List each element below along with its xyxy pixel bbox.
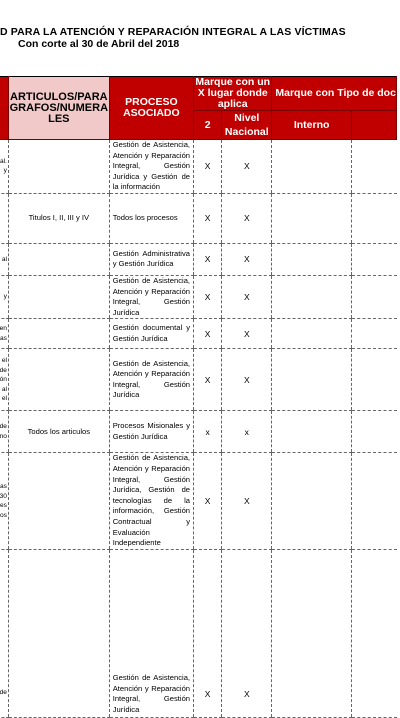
row-empty	[272, 193, 352, 243]
header-articulos: ARTICULOS/PARA GRAFOS/NUMERA LES	[8, 77, 109, 140]
row-mark-1: X	[194, 453, 222, 549]
row-proceso: Gestión de Asistencia, Atención y Reparación Integral, Gestión Jurídica	[109, 549, 193, 717]
row-empty	[351, 453, 396, 549]
row-mark-1: X	[194, 549, 222, 717]
row-proceso: Procesos Misionales y Gestión Jurídica	[109, 411, 193, 453]
row-empty	[272, 319, 352, 349]
row-articulos	[8, 243, 109, 275]
header-marque-lugar: Marque con un X lugar donde aplica	[195, 76, 271, 110]
table-row	[0, 140, 397, 194]
row-mark-1: X	[194, 193, 222, 243]
row-mark-2: X	[222, 243, 272, 275]
row-fragment: de no	[0, 411, 8, 453]
row-empty	[351, 319, 396, 349]
header-sub-nivel-nacional: Nivel Nacional	[222, 111, 272, 140]
row-fragment: en as	[0, 319, 8, 349]
row-empty	[272, 453, 352, 549]
row-fragment: al	[0, 243, 8, 275]
table-row	[0, 275, 397, 318]
row-fragment: as 30 es os	[0, 453, 8, 549]
row-articulos	[8, 275, 109, 318]
row-mark-2: X	[222, 275, 272, 318]
row-empty	[351, 243, 396, 275]
row-empty	[272, 275, 352, 318]
row-mark-1: X	[194, 243, 222, 275]
table-row	[0, 193, 397, 243]
table-row	[0, 453, 397, 549]
row-proceso: Gestión de Asistencia, Atención y Reparación Integral, Gestión Jurídica	[109, 275, 193, 318]
row-articulos: Todos los articulos	[8, 411, 109, 453]
row-articulos	[8, 140, 109, 194]
row-empty	[351, 549, 396, 717]
row-proceso: Todos los procesos	[109, 193, 193, 243]
header-marque-tipo: Marque con Tipo de doc	[272, 77, 397, 111]
spreadsheet	[0, 76, 400, 714]
row-empty	[272, 140, 352, 194]
row-proceso: Gestión documental y Gestión Jurídica	[109, 319, 193, 349]
row-articulos: Titulos I, II, III y IV	[8, 193, 109, 243]
row-mark-1: X	[194, 319, 222, 349]
document-subtitle: Con corte al 30 de Abril del 2018	[18, 38, 180, 50]
table-row	[0, 549, 397, 717]
document-title: D PARA LA ATENCIÓN Y REPARACIÓN INTEGRAL A LAS VÍCTIMAS	[0, 26, 346, 38]
row-empty	[272, 549, 352, 717]
row-mark-2: X	[222, 349, 272, 411]
row-fragment	[0, 193, 8, 243]
row-empty	[272, 243, 352, 275]
row-mark-2: X	[222, 549, 272, 717]
row-proceso: Gestión de Asistencia, Atención y Reparación Integral, Gestión Jurídica, Gestión de tecnologías de la información, Gestión Contractual y Evaluación Independiente	[109, 453, 193, 549]
header-sub-interno: Interno	[272, 111, 352, 140]
row-mark-2: X	[222, 140, 272, 194]
row-mark-1: x	[194, 411, 222, 453]
row-proceso: Gestión de Asistencia, Atención y Reparación Integral, Gestión Jurídica	[109, 349, 193, 411]
row-articulos	[8, 549, 109, 717]
row-mark-2: X	[222, 193, 272, 243]
row-empty	[351, 411, 396, 453]
row-proceso: Gestión de Asistencia, Atención y Reparación Integral, Gestión Jurídica y Gestión de la información	[109, 140, 193, 194]
row-proceso: Gestión Administrativa y Gestión Jurídica	[109, 243, 193, 275]
table-row	[0, 319, 397, 349]
row-fragment: de	[0, 549, 8, 717]
table-row	[0, 349, 397, 411]
row-empty	[351, 193, 396, 243]
row-articulos	[8, 319, 109, 349]
row-fragment: al. y	[0, 140, 8, 194]
row-empty	[351, 349, 396, 411]
header-sub-empty	[351, 111, 396, 140]
header-sub-2: 2	[194, 111, 222, 140]
header-fragment-cell	[0, 77, 8, 140]
row-empty	[272, 411, 352, 453]
row-articulos	[8, 453, 109, 549]
row-mark-1: X	[194, 349, 222, 411]
row-mark-2: x	[222, 411, 272, 453]
row-articulos	[8, 349, 109, 411]
row-mark-1: X	[194, 140, 222, 194]
row-empty	[272, 349, 352, 411]
row-fragment: el de ón al el	[0, 349, 8, 411]
row-fragment: y	[0, 275, 8, 318]
header-proceso: PROCESO ASOCIADO	[109, 77, 193, 140]
row-mark-2: X	[222, 319, 272, 349]
table-row	[0, 411, 397, 453]
table-row	[0, 243, 397, 275]
row-empty	[351, 140, 396, 194]
row-mark-1: X	[194, 275, 222, 318]
row-empty	[351, 275, 396, 318]
normograma-table	[0, 76, 397, 718]
row-mark-2: X	[222, 453, 272, 549]
